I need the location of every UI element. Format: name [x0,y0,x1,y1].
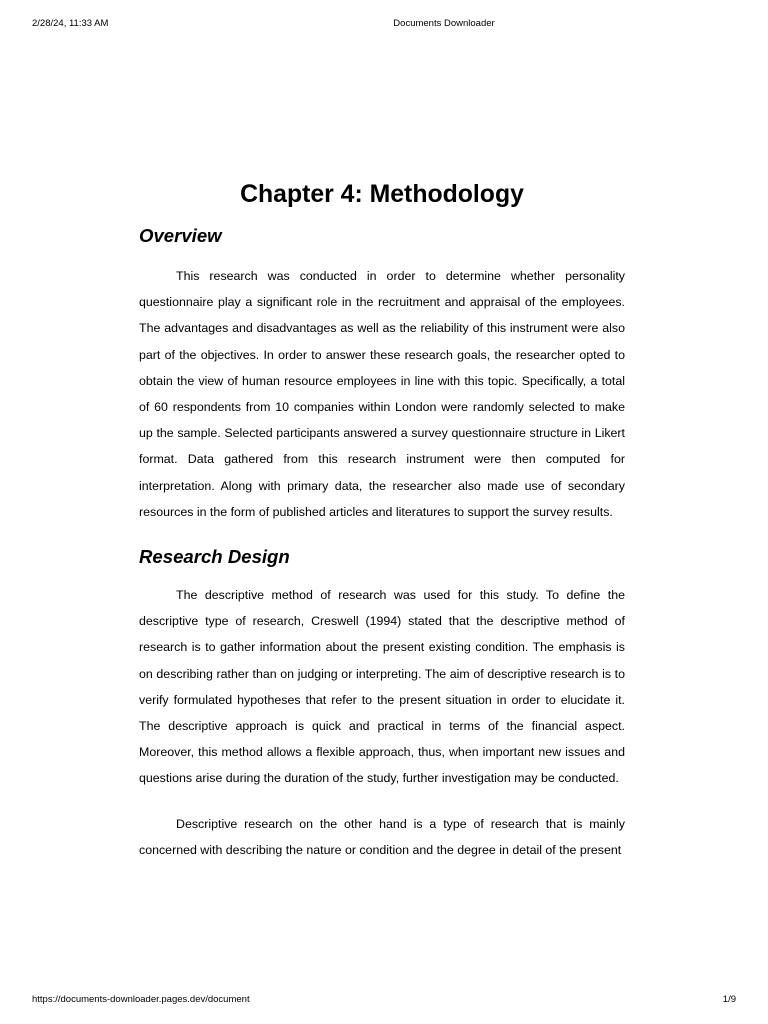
section-heading-overview: Overview [139,225,222,246]
research-design-paragraph-1: The descriptive method of research was used for this study. To define the descriptive type of research, Creswell (1994) stated that the descriptive method of research is to gather information about the present existing condition. The emphasis is on describing rather than on judging or interpreting. The aim of descriptive research is to verify formulated hypotheses that refer to the present situation in order to elucidate it. The descriptive approach is quick and practical in terms of the financial aspect. Moreover, this method allows a flexible approach, thus, when important new issues and questions arise during the duration of the study, further investigation may be conducted. [139,588,625,786]
print-header-date: 2/28/24, 11:33 AM [32,18,109,29]
print-footer-url: https://documents-downloader.pages.dev/document [32,994,250,1005]
chapter-title: Chapter 4: Methodology [240,181,524,208]
document-body [139,181,625,863]
print-header-title: Documents Downloader [393,18,495,29]
section-heading-research-design: Research Design [139,546,290,568]
print-footer-page-number: 1/9 [722,994,736,1005]
overview-paragraph: This research was conducted in order to determine whether personality questionnaire play a significant role in the recruitment and appraisal of the employees. The advantages and disadvantages as well as the reliability of this instrument were also part of the objectives. In order to answer these research goals, the researcher opted to obtain the view of human resource employees in line with this topic. Specifically, a total of 60 respondents from 10 companies within London were randomly selected to make up the sample. Selected participants answered a survey questionnaire structure in Likert format. Data gathered from this research instrument were then computed for interpretation. Along with primary data, the researcher also made use of secondary resources in the form of published articles and literatures to support the survey results. [139,269,625,519]
research-design-paragraph-2: Descriptive research on the other hand is a type of research that is mainly concerned with describing the nature or condition and the degree in detail of the present [139,816,625,857]
